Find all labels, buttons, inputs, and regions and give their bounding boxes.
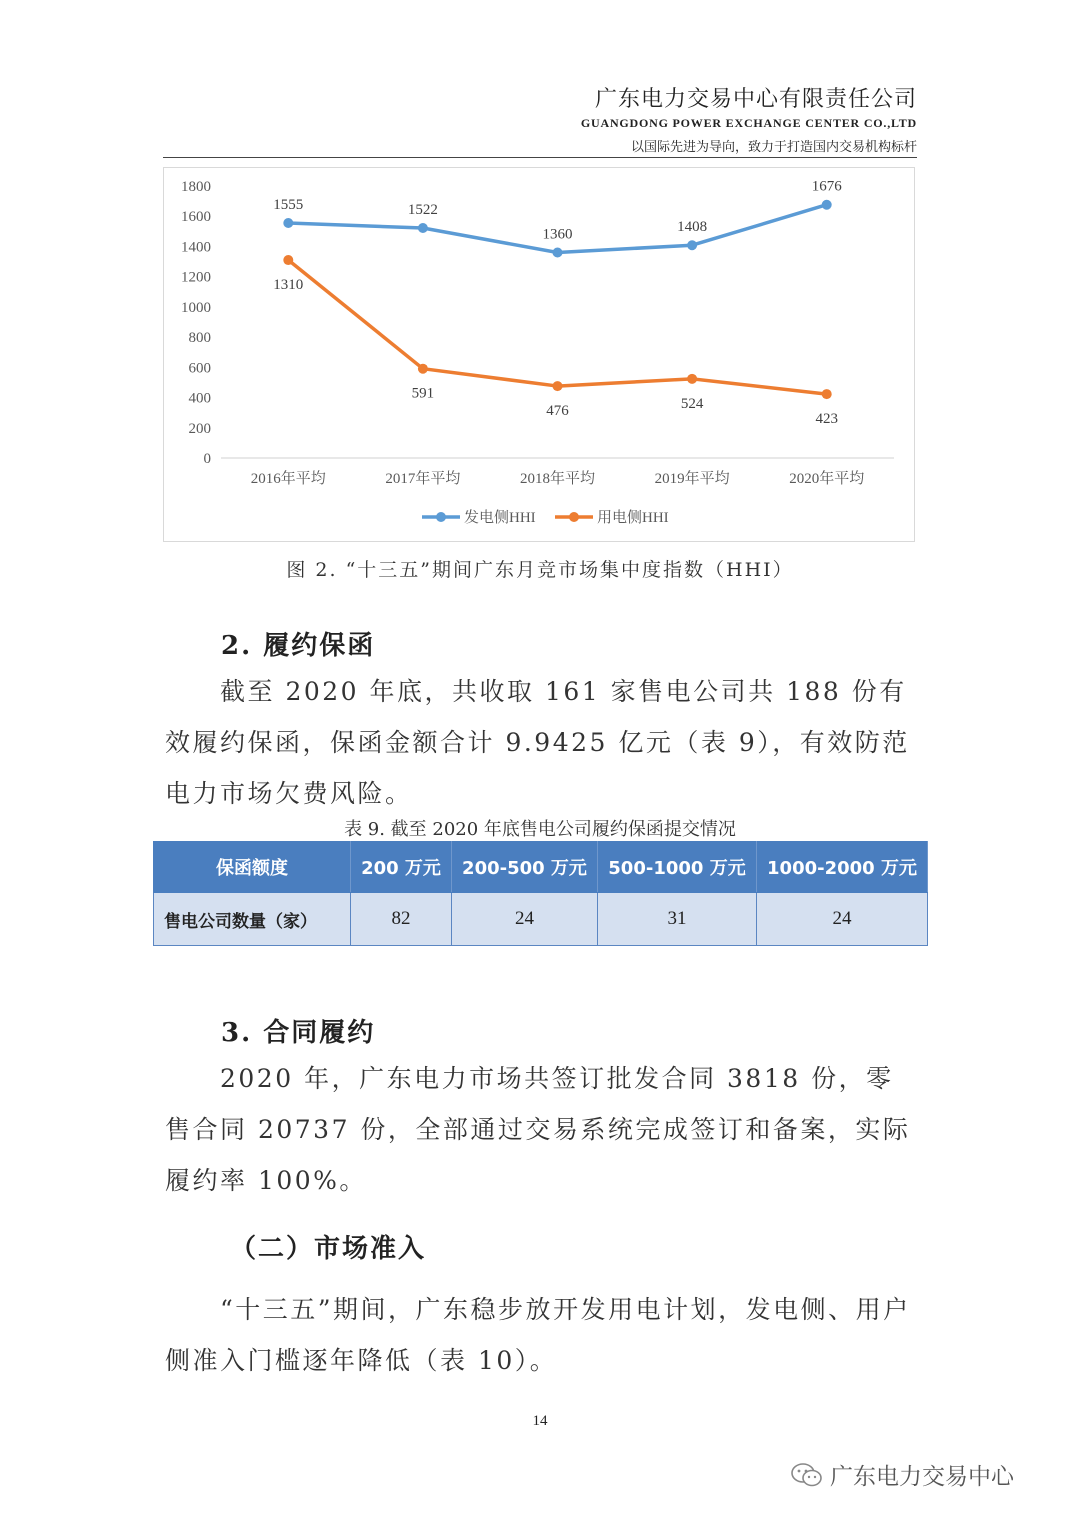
data-label: 1408 (677, 219, 708, 236)
performance-bond-table (153, 841, 928, 946)
y-tick-label: 1200 (181, 269, 211, 286)
section-heading-contract-performance: 3. 合同履约 (221, 1018, 376, 1048)
data-point (822, 389, 832, 399)
hhi-chart (163, 167, 915, 542)
page-number: 14 (532, 1413, 548, 1429)
table-header-cell: 1000-2000 万元 (757, 842, 928, 893)
legend-entry: 发电侧HHI (464, 510, 536, 526)
table-cell: 24 (452, 893, 598, 946)
table-cell: 31 (598, 893, 757, 946)
y-tick-label: 1400 (181, 239, 211, 256)
table-header-cell: 500-1000 万元 (598, 842, 757, 893)
table-row-label: 售电公司数量（家） (154, 893, 351, 946)
data-point (822, 200, 832, 210)
data-label: 524 (680, 395, 704, 412)
data-label: 1676 (811, 178, 842, 195)
data-label: 476 (546, 403, 569, 420)
company-slogan: 以国际先进为导向，致力于打造国内交易机构标杆 (630, 140, 917, 155)
x-tick-label: 2018年平均 (519, 471, 596, 487)
data-label: 1310 (273, 277, 304, 294)
performance-bond-paragraph: 截至 2020 年底，共收取 161 家售电公司共 188 份有效履约保函，保函金额合计 9.9425 亿元（表 9），有效防范电力市场欠费风险。 (165, 677, 910, 808)
y-axis (181, 179, 211, 467)
x-axis (251, 469, 864, 487)
legend (422, 508, 669, 526)
table-cell: 24 (757, 893, 928, 946)
data-point (418, 223, 428, 233)
x-tick-label: 2016年平均 (250, 471, 326, 487)
watermark (790, 1458, 1014, 1491)
data-point (418, 364, 428, 374)
table-cell: 82 (351, 893, 452, 946)
x-tick-label: 2020年平均 (789, 471, 865, 487)
data-label: 1522 (407, 202, 438, 219)
y-tick-label: 1600 (181, 209, 211, 226)
legend-swatch-marker (569, 512, 579, 522)
market-access-paragraph: “十三五”期间，广东稳步放开发用电计划，发电侧、用户侧准入门槛逐年降低（表 10）。 (165, 1295, 911, 1375)
y-tick-label: 1800 (181, 179, 211, 195)
table-caption: 表 9. 截至 2020 年底售电公司履约保函提交情况 (344, 819, 736, 840)
wechat-icon (790, 1461, 824, 1489)
series-line (288, 260, 826, 394)
data-label: 1360 (542, 226, 573, 243)
x-tick-label: 2019年平均 (654, 471, 730, 487)
x-tick-label: 2017年平均 (385, 471, 461, 487)
y-tick-label: 0 (203, 451, 211, 467)
y-tick-label: 400 (188, 390, 211, 407)
data-label: 423 (815, 411, 838, 428)
data-point (283, 255, 293, 265)
watermark-text: 广东电力交易中心 (830, 1464, 1014, 1490)
table-header-cell: 200-500 万元 (452, 842, 598, 893)
hhi-chart-svg (164, 168, 914, 541)
data-point (553, 247, 563, 257)
figure-caption: 图 2. “十三五”期间广东月竞市场集中度指数（HHI） (286, 559, 794, 581)
data-point (687, 240, 697, 250)
data-label: 1555 (273, 197, 304, 214)
y-tick-label: 200 (188, 420, 211, 437)
section-heading-market-access: （二）市场准入 (230, 1234, 427, 1264)
legend-entry: 用电侧HHI (597, 510, 669, 526)
y-tick-label: 600 (188, 360, 211, 377)
company-name-cn: 广东电力交易中心有限责任公司 (594, 87, 917, 112)
table-header-row (154, 842, 928, 893)
data-point (283, 218, 293, 228)
table-row (154, 893, 928, 946)
y-tick-label: 1000 (181, 299, 211, 316)
series-layer (273, 179, 842, 427)
data-point (687, 374, 697, 384)
header-rule (163, 157, 917, 158)
y-tick-label: 800 (188, 330, 211, 347)
company-name-en: GUANGDONG POWER EXCHANGE CENTER CO.,LTD (580, 116, 917, 130)
data-point (553, 381, 563, 391)
data-label: 591 (411, 385, 435, 402)
table-header-cell: 保函额度 (154, 842, 351, 893)
contract-performance-paragraph: 2020 年，广东电力市场共签订批发合同 3818 份，零售合同 20737 份，全部通过交易系统完成签订和备案，实际履约率 100%。 (165, 1064, 911, 1195)
section-heading-performance-bond: 2. 履约保函 (221, 631, 376, 661)
legend-swatch-marker (436, 512, 446, 522)
table-header-cell: 200 万元 (351, 842, 452, 893)
